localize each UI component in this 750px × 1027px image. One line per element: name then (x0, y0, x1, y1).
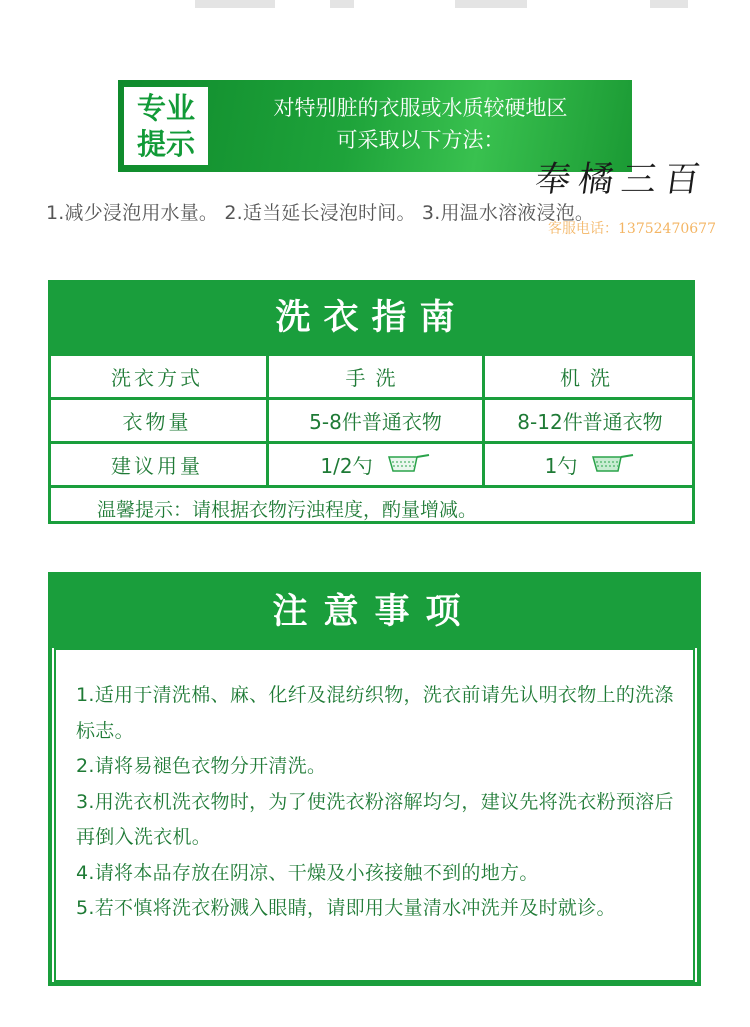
pro-tip-badge (124, 87, 208, 165)
cropped-fragment (195, 0, 275, 8)
table-row (51, 353, 692, 400)
guide-note: 温馨提示：请根据衣物污浊程度，酌量增减。 (97, 499, 478, 521)
row-label: 建议用量 (111, 454, 203, 478)
table-note-row (51, 485, 692, 532)
washing-guide-table (48, 280, 695, 524)
cropped-fragment (455, 0, 527, 8)
cropped-fragment (330, 0, 354, 8)
cropped-fragment (650, 0, 688, 8)
machine-wash-cell (482, 444, 695, 488)
table-row (51, 441, 692, 488)
machine-dose: 1勺 (544, 454, 578, 478)
measuring-scoop-icon (387, 446, 431, 490)
hand-wash-cell (266, 444, 482, 488)
machine-wash-cell: 机洗 (482, 356, 695, 400)
list-item: 3.用洗衣机洗衣物时，为了使洗衣粉溶解均匀，建议先将洗衣粉预溶后再倒入洗衣机。 (76, 790, 674, 848)
watermark-store-name: 奉橘三百 (532, 160, 711, 200)
badge-line-2: 提示 (136, 127, 195, 161)
list-item: 1.适用于清洗棉、麻、化纤及混纺织物，洗衣前请先认明衣物上的洗涤标志。 (76, 684, 674, 742)
hand-dose: 1/2勺 (320, 454, 373, 478)
pro-tip-text (218, 92, 623, 156)
measuring-scoop-icon (591, 446, 635, 490)
precautions-body (54, 648, 695, 982)
list-item: 2.请将易褪色衣物分开清洗。 (76, 755, 327, 777)
cropped-top-strip (0, 0, 750, 26)
tip-line-2: 可采取以下方法： (336, 128, 505, 152)
precautions-title: 注意事项 (52, 576, 697, 648)
table-row (51, 397, 692, 444)
hand-wash-cell: 5-8件普通衣物 (266, 400, 482, 444)
machine-wash-cell: 8-12件普通衣物 (482, 400, 695, 444)
list-item: 5.若不慎将洗衣粉溅入眼睛，请即用大量清水冲洗并及时就诊。 (76, 897, 616, 919)
precautions-list (76, 678, 682, 927)
badge-line-1: 专业 (136, 91, 195, 125)
tip-methods: 1.减少浸泡用水量。 2.适当延长浸泡时间。 3.用温水溶液浸泡。 (46, 202, 595, 224)
guide-title: 洗衣指南 (51, 283, 692, 353)
hand-wash-cell: 手洗 (266, 356, 482, 400)
watermark-service-phone: 客服电话：13752470677 (548, 221, 716, 237)
row-label: 洗衣方式 (111, 366, 203, 390)
row-label: 衣物量 (122, 410, 192, 434)
list-item: 4.请将本品存放在阴凉、干燥及小孩接触不到的地方。 (76, 861, 539, 884)
tip-line-1: 对特别脏的衣服或水质较硬地区 (273, 96, 568, 120)
precautions-box (48, 572, 701, 986)
